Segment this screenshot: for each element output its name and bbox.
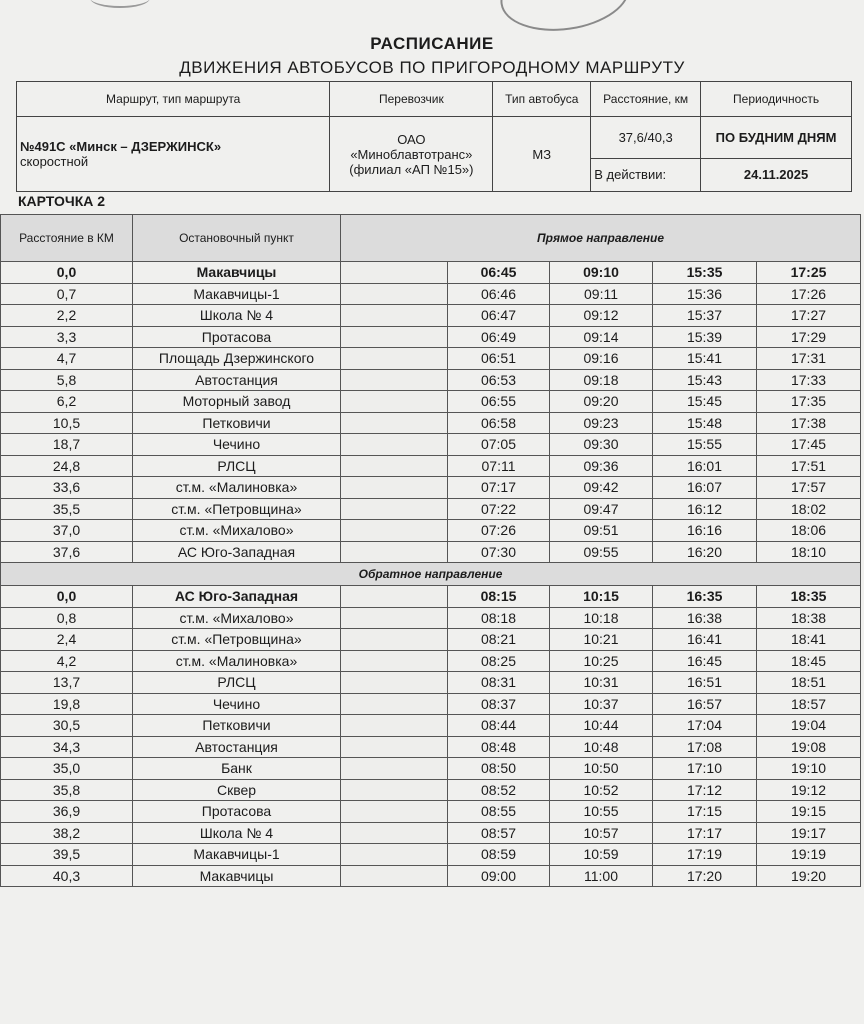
blank-cell [341, 412, 448, 434]
blank-cell [341, 455, 448, 477]
departure-time-cell: 10:50 [550, 758, 653, 780]
blank-cell [341, 650, 448, 672]
period-value: ПО БУДНИМ ДНЯМ [701, 117, 852, 159]
distance-value: 37,6/40,3 [591, 117, 701, 159]
stop-name-cell: Макавчицы-1 [133, 844, 341, 866]
distance-cell: 36,9 [1, 801, 133, 823]
stop-name-cell: РЛСЦ [133, 455, 341, 477]
departure-time-cell: 06:58 [448, 412, 550, 434]
departure-time-cell: 15:48 [653, 412, 757, 434]
bus-type-value: МЗ [493, 117, 591, 192]
table-row [1, 434, 861, 456]
departure-time-cell: 19:19 [757, 844, 861, 866]
departure-time-cell: 18:41 [757, 629, 861, 651]
distance-cell: 24,8 [1, 455, 133, 477]
table-row [1, 305, 861, 327]
departure-time-cell: 08:59 [448, 844, 550, 866]
distance-cell: 5,8 [1, 369, 133, 391]
table-row [1, 520, 861, 542]
stop-name-cell: Протасова [133, 326, 341, 348]
departure-time-cell: 09:42 [550, 477, 653, 499]
header-distance: Расстояние, км [591, 82, 701, 117]
stop-name-cell: Чечино [133, 693, 341, 715]
departure-time-cell: 15:55 [653, 434, 757, 456]
blank-cell [341, 305, 448, 327]
departure-time-cell: 15:45 [653, 391, 757, 413]
stamp-seal [496, 0, 634, 39]
departure-time-cell: 06:46 [448, 283, 550, 305]
departure-time-cell: 08:48 [448, 736, 550, 758]
stop-name-cell: ст.м. «Петровщина» [133, 498, 341, 520]
departure-time-cell: 15:37 [653, 305, 757, 327]
departure-time-cell: 17:15 [653, 801, 757, 823]
timetable [0, 214, 861, 887]
departure-time-cell: 09:47 [550, 498, 653, 520]
departure-time-cell: 10:57 [550, 822, 653, 844]
departure-time-cell: 18:02 [757, 498, 861, 520]
distance-cell: 38,2 [1, 822, 133, 844]
blank-cell [341, 758, 448, 780]
departure-time-cell: 17:10 [653, 758, 757, 780]
stop-name-cell: Банк [133, 758, 341, 780]
departure-time-cell: 19:17 [757, 822, 861, 844]
blank-cell [341, 541, 448, 563]
distance-cell: 2,4 [1, 629, 133, 651]
departure-time-cell: 15:41 [653, 348, 757, 370]
blank-cell [341, 736, 448, 758]
table-row [1, 779, 861, 801]
table-row [1, 801, 861, 823]
departure-time-cell: 16:38 [653, 607, 757, 629]
header-bus-type: Тип автобуса [493, 82, 591, 117]
column-header-distance: Расстояние в КМ [1, 215, 133, 262]
departure-time-cell: 10:59 [550, 844, 653, 866]
departure-time-cell: 08:37 [448, 693, 550, 715]
distance-cell: 18,7 [1, 434, 133, 456]
departure-time-cell: 09:55 [550, 541, 653, 563]
table-row [1, 498, 861, 520]
departure-time-cell: 18:51 [757, 672, 861, 694]
table-row [1, 844, 861, 866]
departure-time-cell: 17:26 [757, 283, 861, 305]
departure-time-cell: 17:45 [757, 434, 861, 456]
distance-cell: 3,3 [1, 326, 133, 348]
departure-time-cell: 17:20 [653, 865, 757, 887]
distance-cell: 4,2 [1, 650, 133, 672]
departure-time-cell: 07:26 [448, 520, 550, 542]
distance-cell: 19,8 [1, 693, 133, 715]
carrier-line2: «Миноблавтотранс» [350, 146, 473, 162]
table-row [1, 541, 861, 563]
departure-time-cell: 08:52 [448, 779, 550, 801]
departure-time-cell: 15:39 [653, 326, 757, 348]
departure-time-cell: 09:12 [550, 305, 653, 327]
departure-time-cell: 10:25 [550, 650, 653, 672]
departure-time-cell: 18:10 [757, 541, 861, 563]
distance-cell: 0,0 [1, 262, 133, 284]
departure-time-cell: 16:51 [653, 672, 757, 694]
stop-name-cell: Автостанция [133, 736, 341, 758]
stop-name-cell: Моторный завод [133, 391, 341, 413]
document-subtitle: ДВИЖЕНИЯ АВТОБУСОВ ПО ПРИГОРОДНОМУ МАРШРУТУ [179, 58, 685, 77]
departure-time-cell: 17:57 [757, 477, 861, 499]
blank-cell [341, 822, 448, 844]
departure-time-cell: 16:01 [653, 455, 757, 477]
departure-time-cell: 17:33 [757, 369, 861, 391]
departure-time-cell: 17:25 [757, 262, 861, 284]
departure-time-cell: 09:00 [448, 865, 550, 887]
departure-time-cell: 15:43 [653, 369, 757, 391]
departure-time-cell: 10:44 [550, 715, 653, 737]
departure-time-cell: 18:45 [757, 650, 861, 672]
table-row [1, 455, 861, 477]
departure-time-cell: 17:08 [653, 736, 757, 758]
header-period: Периодичность [701, 82, 852, 117]
distance-cell: 2,2 [1, 305, 133, 327]
distance-cell: 35,5 [1, 498, 133, 520]
valid-date: 24.11.2025 [701, 158, 852, 191]
stamp-mark-left [90, 0, 150, 8]
table-row [1, 369, 861, 391]
stop-name-cell: АС Юго-Западная [133, 586, 341, 608]
departure-time-cell: 08:57 [448, 822, 550, 844]
departure-time-cell: 07:22 [448, 498, 550, 520]
departure-time-cell: 08:50 [448, 758, 550, 780]
distance-cell: 34,3 [1, 736, 133, 758]
blank-cell [341, 369, 448, 391]
stop-name-cell: ст.м. «Малиновка» [133, 477, 341, 499]
stop-name-cell: ст.м. «Малиновка» [133, 650, 341, 672]
table-row [1, 865, 861, 887]
distance-cell: 6,2 [1, 391, 133, 413]
blank-cell [341, 607, 448, 629]
stop-name-cell: ст.м. «Михалово» [133, 607, 341, 629]
departure-time-cell: 07:05 [448, 434, 550, 456]
header-route: Маршрут, тип маршрута [17, 82, 330, 117]
stop-name-cell: Протасова [133, 801, 341, 823]
stop-name-cell: Площадь Дзержинского [133, 348, 341, 370]
blank-cell [341, 262, 448, 284]
departure-time-cell: 17:12 [653, 779, 757, 801]
departure-time-cell: 10:31 [550, 672, 653, 694]
departure-time-cell: 08:25 [448, 650, 550, 672]
departure-time-cell: 17:19 [653, 844, 757, 866]
blank-cell [341, 672, 448, 694]
departure-time-cell: 19:15 [757, 801, 861, 823]
departure-time-cell: 09:18 [550, 369, 653, 391]
blank-cell [341, 801, 448, 823]
stop-name-cell: Чечино [133, 434, 341, 456]
table-row [1, 586, 861, 608]
distance-cell: 10,5 [1, 412, 133, 434]
departure-time-cell: 08:21 [448, 629, 550, 651]
departure-time-cell: 06:55 [448, 391, 550, 413]
departure-time-cell: 08:18 [448, 607, 550, 629]
column-header-stop: Остановочный пункт [133, 215, 341, 262]
blank-cell [341, 477, 448, 499]
departure-time-cell: 16:35 [653, 586, 757, 608]
table-row [1, 326, 861, 348]
departure-time-cell: 06:47 [448, 305, 550, 327]
departure-time-cell: 19:04 [757, 715, 861, 737]
departure-time-cell: 07:30 [448, 541, 550, 563]
departure-time-cell: 16:41 [653, 629, 757, 651]
forward-direction-label: Прямое направление [341, 215, 861, 262]
distance-cell: 39,5 [1, 844, 133, 866]
distance-cell: 37,0 [1, 520, 133, 542]
departure-time-cell: 06:49 [448, 326, 550, 348]
stop-name-cell: ст.м. «Михалово» [133, 520, 341, 542]
departure-time-cell: 08:15 [448, 586, 550, 608]
table-row [1, 736, 861, 758]
departure-time-cell: 17:38 [757, 412, 861, 434]
timetable-body [1, 215, 861, 887]
stop-name-cell: Петковичи [133, 412, 341, 434]
header-carrier: Перевозчик [330, 82, 493, 117]
departure-time-cell: 10:48 [550, 736, 653, 758]
distance-cell: 37,6 [1, 541, 133, 563]
blank-cell [341, 498, 448, 520]
departure-time-cell: 18:35 [757, 586, 861, 608]
document-title: РАСПИСАНИЕ [370, 34, 494, 53]
distance-cell: 4,7 [1, 348, 133, 370]
departure-time-cell: 19:10 [757, 758, 861, 780]
departure-time-cell: 07:17 [448, 477, 550, 499]
table-row [1, 412, 861, 434]
departure-time-cell: 19:20 [757, 865, 861, 887]
route-type: скоростной [20, 154, 89, 169]
departure-time-cell: 15:35 [653, 262, 757, 284]
stop-name-cell: АС Юго-Западная [133, 541, 341, 563]
distance-cell: 33,6 [1, 477, 133, 499]
departure-time-cell: 09:36 [550, 455, 653, 477]
carrier-line1: ОАО [397, 131, 426, 147]
departure-time-cell: 10:37 [550, 693, 653, 715]
departure-time-cell: 10:15 [550, 586, 653, 608]
departure-time-cell: 07:11 [448, 455, 550, 477]
departure-time-cell: 11:00 [550, 865, 653, 887]
table-row [1, 629, 861, 651]
table-row [1, 262, 861, 284]
stop-name-cell: ст.м. «Петровщина» [133, 629, 341, 651]
blank-cell [341, 326, 448, 348]
departure-time-cell: 18:57 [757, 693, 861, 715]
departure-time-cell: 09:11 [550, 283, 653, 305]
blank-cell [341, 434, 448, 456]
table-row [1, 650, 861, 672]
departure-time-cell: 16:45 [653, 650, 757, 672]
carrier-cell [330, 117, 493, 192]
distance-cell: 0,7 [1, 283, 133, 305]
table-row [1, 348, 861, 370]
distance-cell: 40,3 [1, 865, 133, 887]
backward-direction-row [1, 563, 861, 586]
distance-cell: 35,0 [1, 758, 133, 780]
stop-name-cell: Школа № 4 [133, 305, 341, 327]
stop-name-cell: Автостанция [133, 369, 341, 391]
blank-cell [341, 629, 448, 651]
blank-cell [341, 715, 448, 737]
stop-name-cell: Макавчицы [133, 865, 341, 887]
blank-cell [341, 779, 448, 801]
blank-cell [341, 520, 448, 542]
distance-cell: 30,5 [1, 715, 133, 737]
departure-time-cell: 19:12 [757, 779, 861, 801]
departure-time-cell: 09:14 [550, 326, 653, 348]
route-cell [17, 117, 330, 192]
blank-cell [341, 391, 448, 413]
blank-cell [341, 844, 448, 866]
departure-time-cell: 17:04 [653, 715, 757, 737]
card-label: КАРТОЧКА 2 [18, 193, 106, 209]
valid-label: В действии: [591, 158, 701, 191]
table-row [1, 822, 861, 844]
table-row [1, 283, 861, 305]
departure-time-cell: 06:51 [448, 348, 550, 370]
table-row [1, 607, 861, 629]
departure-time-cell: 10:52 [550, 779, 653, 801]
distance-cell: 0,8 [1, 607, 133, 629]
departure-time-cell: 08:31 [448, 672, 550, 694]
departure-time-cell: 17:51 [757, 455, 861, 477]
route-number: №491С «Минск – ДЗЕРЖИНСК» [20, 139, 222, 154]
departure-time-cell: 09:20 [550, 391, 653, 413]
blank-cell [341, 865, 448, 887]
stop-name-cell: РЛСЦ [133, 672, 341, 694]
departure-time-cell: 17:27 [757, 305, 861, 327]
departure-time-cell: 10:21 [550, 629, 653, 651]
departure-time-cell: 16:57 [653, 693, 757, 715]
departure-time-cell: 18:38 [757, 607, 861, 629]
departure-time-cell: 09:10 [550, 262, 653, 284]
table-row [1, 715, 861, 737]
distance-cell: 0,0 [1, 586, 133, 608]
departure-time-cell: 10:18 [550, 607, 653, 629]
stop-name-cell: Петковичи [133, 715, 341, 737]
blank-cell [341, 348, 448, 370]
departure-time-cell: 09:16 [550, 348, 653, 370]
departure-time-cell: 17:31 [757, 348, 861, 370]
stop-name-cell: Школа № 4 [133, 822, 341, 844]
table-row [1, 477, 861, 499]
departure-time-cell: 17:17 [653, 822, 757, 844]
table-row [1, 693, 861, 715]
departure-time-cell: 16:16 [653, 520, 757, 542]
distance-cell: 13,7 [1, 672, 133, 694]
departure-time-cell: 09:23 [550, 412, 653, 434]
stop-name-cell: Сквер [133, 779, 341, 801]
departure-time-cell: 17:29 [757, 326, 861, 348]
departure-time-cell: 16:12 [653, 498, 757, 520]
departure-time-cell: 18:06 [757, 520, 861, 542]
table-row [1, 391, 861, 413]
departure-time-cell: 16:07 [653, 477, 757, 499]
blank-cell [341, 586, 448, 608]
departure-time-cell: 06:53 [448, 369, 550, 391]
column-header-row [1, 215, 861, 262]
departure-time-cell: 08:55 [448, 801, 550, 823]
departure-time-cell: 09:51 [550, 520, 653, 542]
blank-cell [341, 693, 448, 715]
stop-name-cell: Макавчицы-1 [133, 283, 341, 305]
departure-time-cell: 09:30 [550, 434, 653, 456]
departure-time-cell: 08:44 [448, 715, 550, 737]
distance-cell: 35,8 [1, 779, 133, 801]
stop-name-cell: Макавчицы [133, 262, 341, 284]
route-info-table [16, 81, 852, 192]
departure-time-cell: 17:35 [757, 391, 861, 413]
table-row [1, 758, 861, 780]
departure-time-cell: 16:20 [653, 541, 757, 563]
carrier-line3: (филиал «АП №15») [349, 161, 474, 177]
departure-time-cell: 19:08 [757, 736, 861, 758]
blank-cell [341, 283, 448, 305]
backward-direction-label: Обратное направление [1, 563, 861, 586]
table-row [1, 672, 861, 694]
departure-time-cell: 06:45 [448, 262, 550, 284]
departure-time-cell: 15:36 [653, 283, 757, 305]
departure-time-cell: 10:55 [550, 801, 653, 823]
